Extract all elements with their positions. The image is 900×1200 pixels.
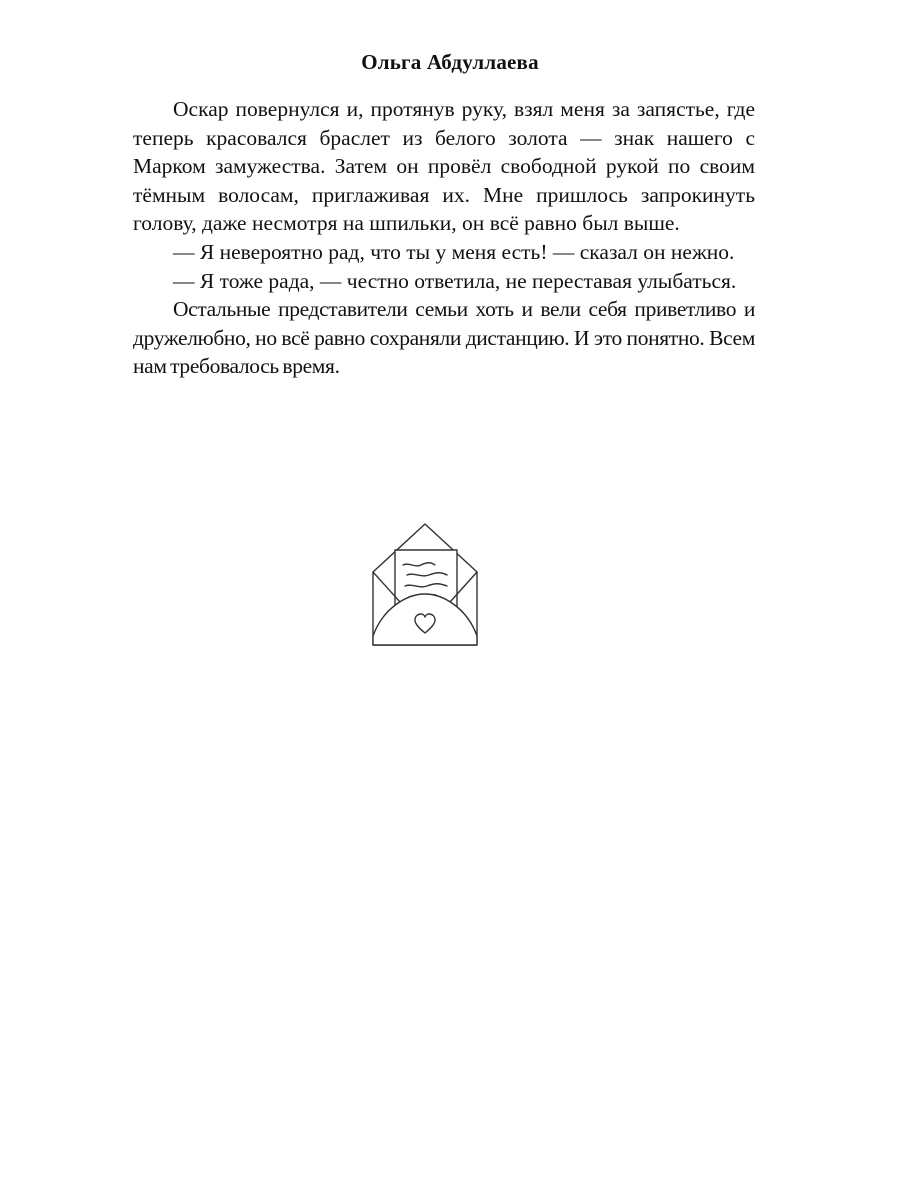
envelope-letter-heart-icon xyxy=(369,520,481,650)
paragraph-2: — Я невероятно рад, что ты у меня есть! — сказал он нежно. xyxy=(173,239,735,264)
paragraph-3: — Я тоже рада, — честно ответила, не переставая улыбаться. xyxy=(173,268,737,293)
body-text xyxy=(133,95,755,381)
running-header-author: Ольга Абдуллаева xyxy=(361,50,539,74)
paragraph-1: Оскар повернулся и, протянув руку, взял меня за запястье, где теперь красовался браслет из белого золота — знак нашего с Марком замужества. Затем он провёл свободной рукой по своим тёмным волосам, приглаживая их. Мне пришлось запрокинуть голову, даже несмотря на шпильки, он всё равно был выше. xyxy=(133,97,755,236)
paragraph-4: Остальные представители семьи хоть и вели себя приветливо и дружелюбно, но всё равно сохраняли дистанцию. И это понятно. Всем нам требовалось время. xyxy=(133,297,755,379)
